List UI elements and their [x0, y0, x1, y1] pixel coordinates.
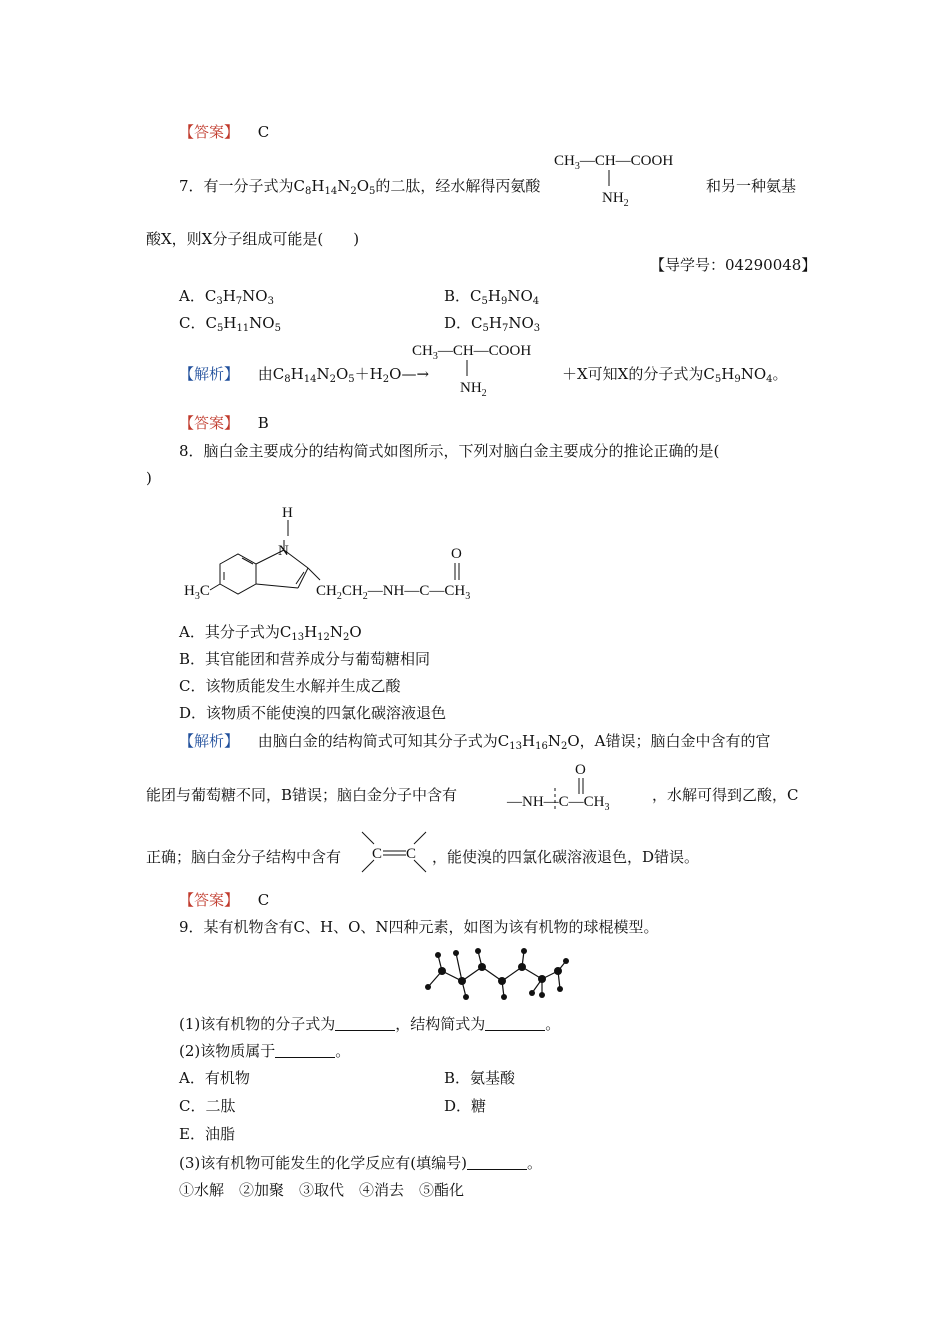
answer-tag: 【答案】	[179, 891, 240, 909]
answer-blank[interactable]	[485, 1016, 545, 1031]
stem-text: 有一分子式为C	[203, 177, 306, 195]
answer-blank[interactable]	[467, 1155, 527, 1170]
q9-sub3: (3)该有机物可能发生的化学反应有(填编号) 。	[179, 1154, 542, 1172]
answer-blank[interactable]	[275, 1043, 335, 1058]
svg-text:C: C	[372, 846, 383, 862]
q8-analysis-line3: 正确；脑白金分子结构中含有	[146, 848, 342, 866]
answer-value: C	[257, 891, 270, 909]
q8-answer-line	[179, 893, 269, 908]
melatonin-structure	[180, 500, 540, 615]
q9-reactions: ①水解 ②加聚 ③取代 ④消去 ⑤酯化	[179, 1181, 465, 1199]
question-number: 7．	[179, 177, 204, 195]
q7-option-d: D．$C_5H_7NO_3$	[444, 314, 541, 334]
q6-answer-line	[179, 125, 269, 140]
q9-sub2: (2)该物质属于 。	[179, 1042, 351, 1060]
q8-analysis-line1: 【解析】 由脑白金的结构简式可知其分子式为$C_{13}H_{16}N_2O$，A错误；脑白金中含有的官	[179, 732, 771, 752]
answer-tag: 【答案】	[179, 414, 240, 432]
amide-group	[505, 758, 655, 813]
svg-text:C: C	[406, 846, 417, 862]
nh2-label: $NH_2$	[602, 190, 629, 209]
ch3-label: $CH_3—CH—COOH$	[554, 153, 674, 172]
q8-stem-end: )	[146, 469, 152, 487]
q8-option-d: D．该物质不能使溴的四氯化碳溶液退色	[179, 704, 447, 722]
analysis-tag: 【解析】	[179, 732, 240, 750]
q8-option-b: B．其官能团和营养成分与葡萄糖相同	[179, 650, 431, 668]
q9-option-a: A．有机物	[179, 1069, 250, 1087]
h3c-label: $H_3C$	[184, 583, 210, 602]
q7-option-b: B．$C_5H_9NO_4$	[444, 287, 540, 307]
answer-value: B	[257, 414, 269, 432]
svg-text:—NH—C—CH3: $—NH—C—CH_3$	[507, 794, 610, 813]
h-label: H	[282, 505, 293, 521]
alkene-group	[358, 828, 438, 878]
q8-stem: 8．脑白金主要成分的结构简式如图所示，下列对脑白金主要成分的推论正确的是(	[179, 442, 720, 460]
svg-text:CH3—CH—COOH: $CH_3—CH—COOH$	[412, 343, 532, 362]
chain-label: $CH_2CH_2—NH—C—CH_3$	[316, 583, 471, 602]
q9-option-e: E．油脂	[179, 1125, 235, 1143]
o-label: O	[451, 546, 462, 562]
guide-number: 【导学号：04290048】	[650, 256, 817, 274]
q7-stem-line1: 7．有一分子式为$C_8H_{14}N_2O_5$的二肽，经水解得丙氨酸	[179, 177, 541, 197]
n-label: N	[278, 543, 289, 559]
alanine-structure	[552, 148, 712, 210]
q8-analysis-line2: 能团与葡萄糖不同，B错误；脑白金分子中含有	[146, 786, 458, 804]
stem-text: 的二肽，经水解得丙氨酸	[375, 177, 541, 195]
q8-analysis-line2-tail: ，水解可得到乙酸，C	[652, 786, 799, 804]
q7-option-a: A．$C_3H_7NO_3$	[179, 287, 274, 307]
answer-blank[interactable]	[335, 1016, 395, 1031]
q7-stem-tail: 和另一种氨基	[706, 177, 797, 195]
q9-sub1: (1)该有机物的分子式为 ，结构简式为 。	[179, 1015, 561, 1033]
ball-stick-model	[420, 945, 570, 1003]
alanine-structure-analysis	[410, 338, 570, 400]
svg-text:NH2: $NH_2$	[460, 380, 487, 399]
q8-analysis-line3-tail: ，能使溴的四氯化碳溶液退色，D错误。	[432, 848, 700, 866]
q9-option-c: C．二肽	[179, 1097, 236, 1115]
q7-analysis-tail: ＋X可知X的分子式为$C_5H_9NO_4$。	[562, 365, 788, 385]
q8-option-c: C．该物质能发生水解并生成乙酸	[179, 677, 401, 695]
answer-tag: 【答案】	[179, 123, 240, 141]
q7-option-c: C．$C_5H_{11}NO_5$	[179, 314, 281, 334]
q8-option-a: A．其分子式为$C_{13}H_{12}N_2O$	[179, 623, 362, 643]
q9-stem: 9．某有机物含有C、H、O、N四种元素，如图为该有机物的球棍模型。	[179, 918, 659, 936]
q7-analysis: 【解析】 由$C_8H_{14}N_2O_5+H_2O—\to$	[179, 365, 430, 385]
analysis-tag: 【解析】	[179, 365, 240, 383]
q9-option-b: B．氨基酸	[444, 1069, 516, 1087]
q7-stem-line2: 酸X，则X分子组成可能是( )	[146, 230, 360, 248]
answer-value: C	[257, 123, 270, 141]
q7-answer-line	[179, 416, 269, 431]
q9-option-d: D．糖	[444, 1097, 487, 1115]
svg-text:O: O	[575, 762, 586, 778]
